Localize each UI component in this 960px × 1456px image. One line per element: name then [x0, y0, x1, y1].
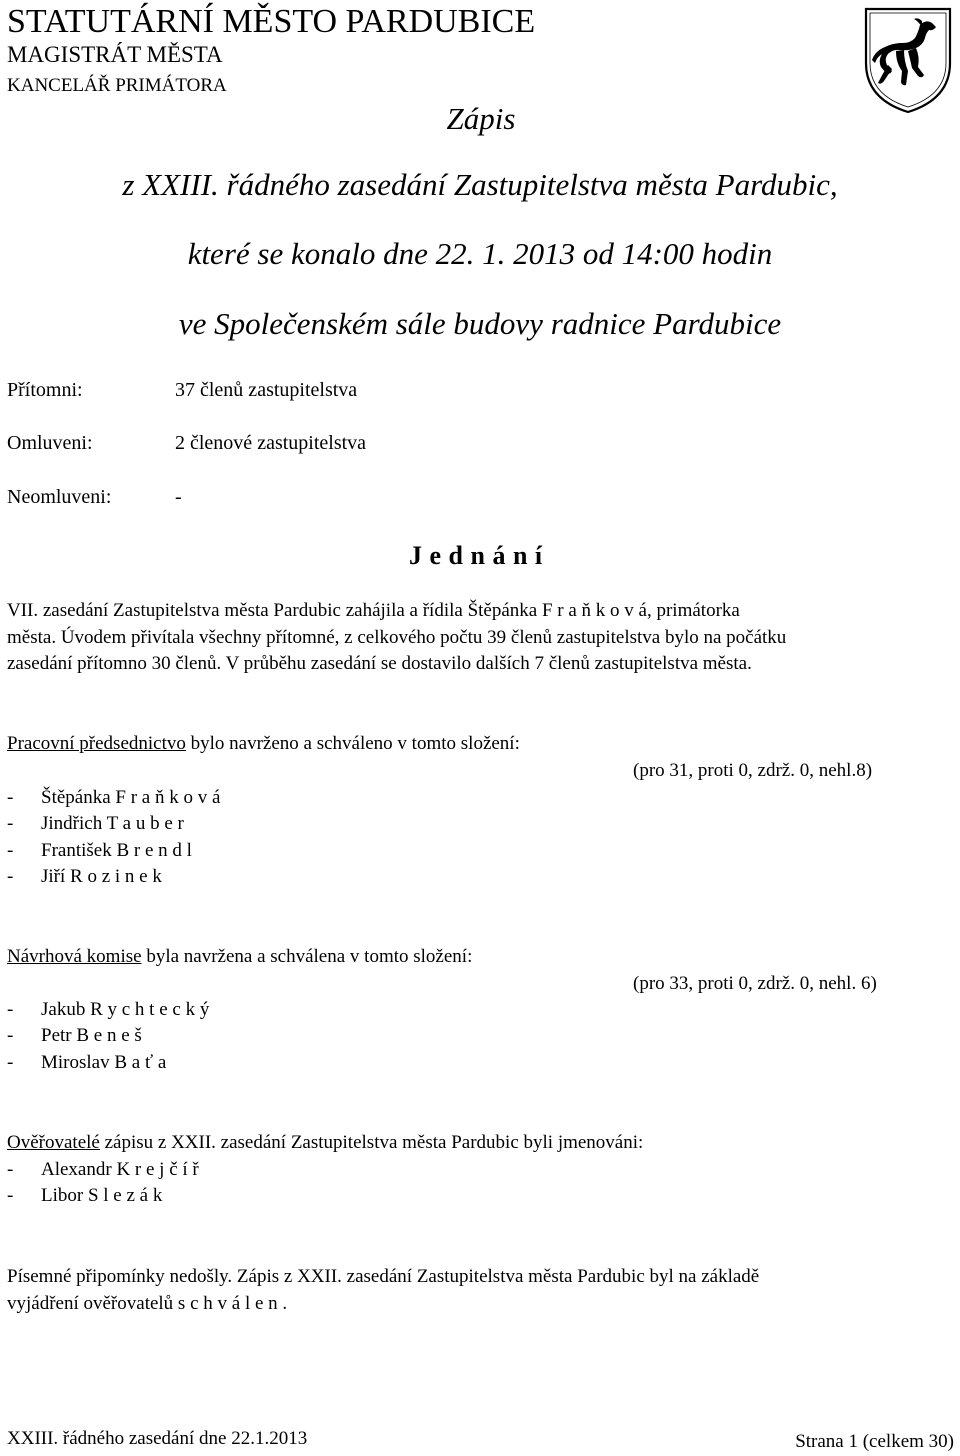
session-title: z XXIII. řádného zasedání Zastupitelstva města Pardubic, — [122, 167, 838, 202]
comments-paragraph — [7, 1264, 953, 1317]
committee-member: Petr B e n e š — [41, 1025, 142, 1046]
verifier-member: Alexandr K r e j č í ř — [41, 1159, 199, 1180]
list-item: - Petr B e n e š — [7, 1025, 142, 1046]
office-name: MAGISTRÁT MĚSTA — [7, 42, 223, 67]
committee-text: byla navržena a schválena v tomto složení: — [141, 946, 473, 967]
committee-intro — [7, 944, 953, 971]
verifiers-heading: Ověřovatelé — [7, 1132, 100, 1153]
intro-line: zasedání přítomno 30 členů. V průběhu zasedání se dostavilo dalších 7 členů zastupitelstva města. — [7, 653, 752, 674]
committee-vote: (pro 33, proti 0, zdrž. 0, nehl. 6) — [633, 973, 877, 994]
presidium-intro — [7, 731, 953, 758]
intro-line: VII. zasedání Zastupitelstva města Pardubic zahájila a řídila Štěpánka F r a ň k o v á, primátorka — [7, 600, 740, 621]
intro-paragraph — [7, 598, 953, 678]
list-item: - Jakub R y c h t e c k ý — [7, 999, 210, 1020]
city-name: STATUTÁRNÍ MĚSTO PARDUBICE — [7, 3, 536, 40]
list-item: - František B r e n d l — [7, 840, 192, 861]
list-item: - Jindřich T a u b e r — [7, 813, 184, 834]
session-location: ve Společenském sále budovy radnice Pardubice — [178, 306, 782, 341]
presidium-member: Jindřich T a u b e r — [41, 813, 184, 834]
session-date: které se konalo dne 22. 1. 2013 od 14:00 hodin — [187, 236, 773, 271]
verifiers-intro — [7, 1130, 953, 1157]
footer-session: XXIII. řádného zasedání dne 22.1.2013 — [7, 1428, 308, 1449]
list-item: - Štěpánka F r a ň k o v á — [7, 787, 221, 808]
presidium-member: Štěpánka F r a ň k o v á — [41, 787, 221, 808]
unexcused-value: - — [175, 486, 182, 508]
intro-line: města. Úvodem přivítala všechny přítomné, z celkového počtu 39 členů zastupitelstva bylo na počátku — [7, 626, 787, 648]
list-item: - Libor S l e z á k — [7, 1185, 163, 1206]
presidium-vote: (pro 31, proti 0, zdrž. 0, nehl.8) — [633, 760, 873, 781]
list-item: - Miroslav B a ť a — [7, 1052, 167, 1073]
present-value: 37 členů zastupitelstva — [175, 379, 358, 401]
list-item: - Jiří R o z i n e k — [7, 866, 162, 887]
comments-line: vyjádření ověřovatelů s c h v á l e n . — [7, 1292, 288, 1314]
list-item: - Alexandr K r e j č í ř — [7, 1159, 199, 1180]
verifiers-text: zápisu z XXII. zasedání Zastupitelstva města Pardubic byli jmenováni: — [99, 1132, 644, 1153]
committee-member: Miroslav B a ť a — [41, 1052, 167, 1073]
footer-page-number: Strana 1 (celkem 30) — [795, 1431, 954, 1452]
presidium-heading: Pracovní předsednictvo — [7, 733, 186, 754]
unexcused-label: Neomluveni: — [7, 486, 112, 508]
committee-member: Jakub R y c h t e c k ý — [41, 999, 210, 1020]
pardubice-horse-crest-icon — [860, 5, 956, 115]
presidium-member: Jiří R o z i n e k — [41, 866, 162, 887]
department-name: KANCELÁŘ PRIMÁTORA — [7, 75, 227, 96]
proceedings-heading: J e d n á n í — [409, 541, 543, 570]
document-title: Zápis — [446, 101, 516, 136]
excused-label: Omluveni: — [7, 432, 93, 454]
verifier-member: Libor S l e z á k — [41, 1185, 163, 1206]
presidium-member: František B r e n d l — [41, 840, 192, 861]
presidium-text: bylo navrženo a schváleno v tomto složení: — [185, 733, 520, 754]
present-label: Přítomni: — [7, 379, 83, 401]
committee-heading: Návrhová komise — [7, 946, 142, 967]
comments-line: Písemné připomínky nedošly. Zápis z XXII. zasedání Zastupitelstva města Pardubic byl na základě — [7, 1266, 760, 1287]
excused-value: 2 členové zastupitelstva — [175, 432, 367, 454]
